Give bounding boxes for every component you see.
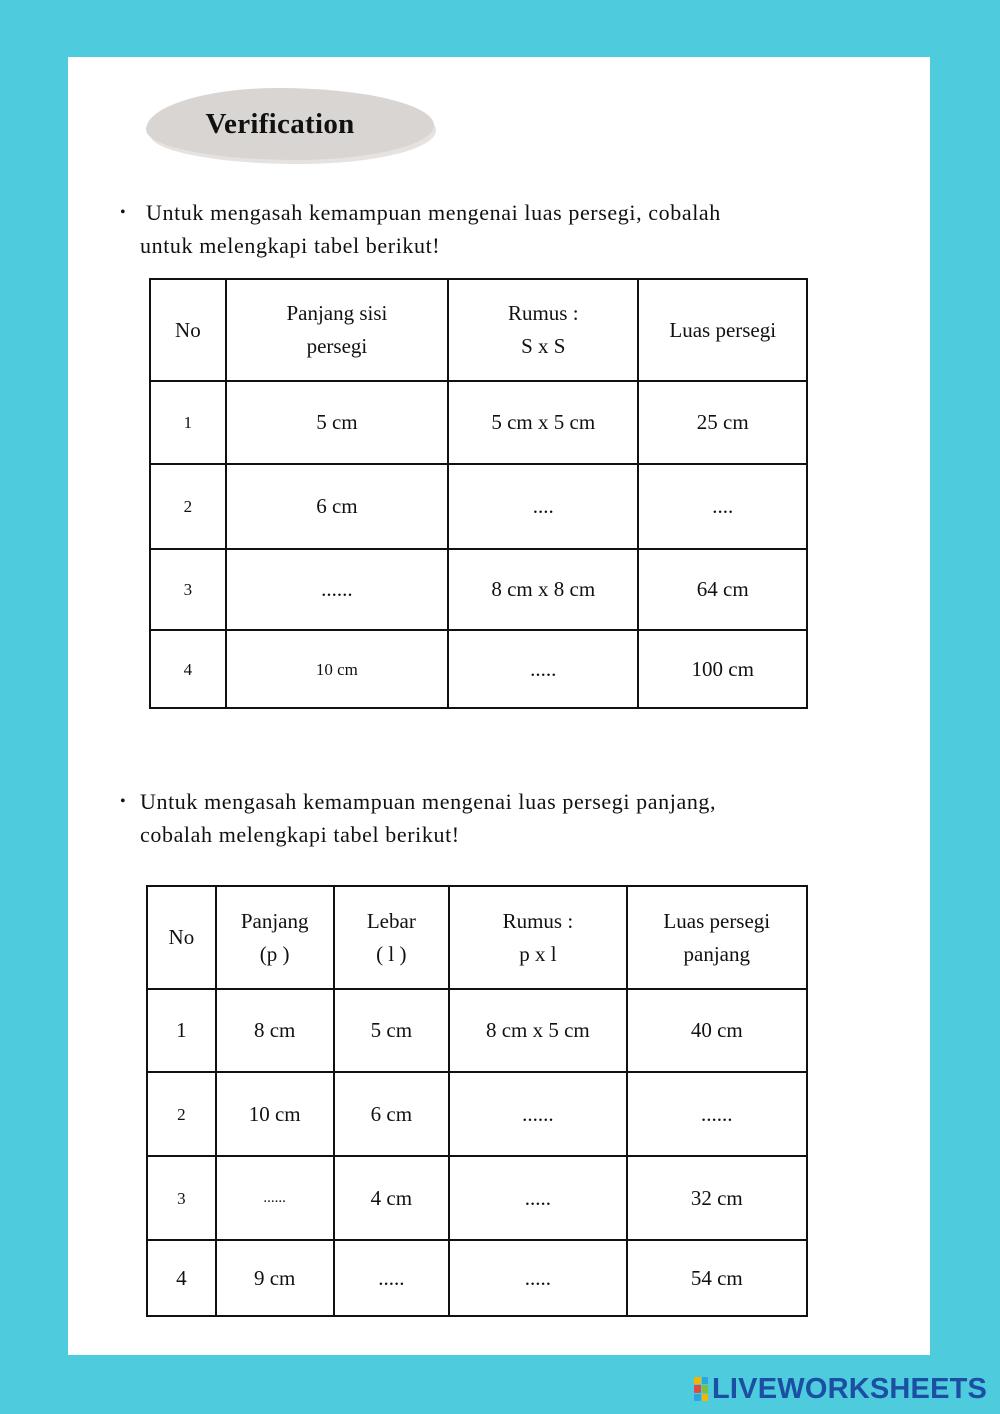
- side-cell: 5 cm: [226, 381, 448, 464]
- side-blank[interactable]: ......: [226, 549, 448, 630]
- header-width-line-2: ( l ): [376, 941, 407, 966]
- header-length-line-1: Panjang: [240, 908, 309, 933]
- instruction-2: [120, 785, 717, 818]
- header-area: Luas persegi: [638, 279, 807, 381]
- formula-blank[interactable]: ......: [449, 1072, 626, 1156]
- header-side-line-2: persegi: [306, 334, 368, 358]
- side-cell: 10 cm: [226, 630, 448, 708]
- instruction-1-line-1: Untuk mengasah kemampuan mengenai luas persegi, cobalah: [146, 200, 721, 225]
- length-cell: 8 cm: [216, 989, 334, 1072]
- area-cell: 32 cm: [627, 1156, 807, 1240]
- table-row: [147, 1072, 807, 1156]
- length-cell: 9 cm: [216, 1240, 334, 1316]
- header-formula: [448, 279, 638, 381]
- header-area-line-2: panjang: [683, 941, 751, 966]
- area-cell: 54 cm: [627, 1240, 807, 1316]
- instruction-1: [120, 196, 721, 229]
- row-no: 4: [147, 1240, 216, 1316]
- row-no: 1: [150, 381, 226, 464]
- header-formula-line-1: Rumus :: [502, 908, 574, 933]
- header-formula-line-2: p x l: [519, 941, 557, 966]
- width-cell: 5 cm: [334, 989, 450, 1072]
- formula-blank[interactable]: .....: [448, 630, 638, 708]
- instruction-2-line-1: Untuk mengasah kemampuan mengenai luas persegi panjang,: [140, 789, 717, 814]
- table-row: [150, 549, 807, 630]
- header-width: [334, 886, 450, 989]
- page-title: Verification: [205, 107, 355, 140]
- table-row: [147, 1240, 807, 1316]
- header-width-line-1: Lebar: [366, 908, 416, 933]
- row-no: 4: [150, 630, 226, 708]
- row-no: 1: [147, 989, 216, 1072]
- instruction-1-line-2: untuk melengkapi tabel berikut!: [140, 233, 441, 258]
- width-cell: 6 cm: [334, 1072, 450, 1156]
- area-cell: 25 cm: [638, 381, 807, 464]
- header-length-line-2: (p ): [259, 941, 290, 966]
- formula-cell: 8 cm x 8 cm: [448, 549, 638, 630]
- row-no: 3: [150, 549, 226, 630]
- area-cell: 40 cm: [627, 989, 807, 1072]
- length-cell: 10 cm: [216, 1072, 334, 1156]
- table-header-row: [150, 279, 807, 381]
- row-no: 2: [147, 1072, 216, 1156]
- formula-blank[interactable]: ....: [448, 464, 638, 549]
- area-blank[interactable]: ......: [627, 1072, 807, 1156]
- area-cell: 100 cm: [638, 630, 807, 708]
- width-blank[interactable]: .....: [334, 1240, 450, 1316]
- square-area-table: [149, 278, 808, 709]
- header-side-line-1: Panjang sisi: [286, 301, 388, 325]
- header-no: No: [150, 279, 226, 381]
- table-row: [147, 1156, 807, 1240]
- liveworksheets-logo: [694, 1374, 987, 1404]
- formula-blank[interactable]: .....: [449, 1240, 626, 1316]
- row-no: 3: [147, 1156, 216, 1240]
- area-blank[interactable]: ....: [638, 464, 807, 549]
- header-formula-line-2: S x S: [521, 334, 566, 358]
- formula-cell: 5 cm x 5 cm: [448, 381, 638, 464]
- header-formula-line-1: Rumus :: [507, 301, 579, 325]
- header-length: [216, 886, 334, 989]
- width-cell: 4 cm: [334, 1156, 450, 1240]
- table-row: [150, 381, 807, 464]
- brand-name: LIVEWORKSHEETS: [712, 1372, 988, 1405]
- header-no: No: [147, 886, 216, 989]
- side-cell: 6 cm: [226, 464, 448, 549]
- table-header-row: [147, 886, 807, 989]
- bullet-icon: •: [120, 793, 127, 810]
- header-area-line-1: Luas persegi: [663, 908, 771, 933]
- header-side: [226, 279, 448, 381]
- rectangle-area-table: [146, 885, 808, 1317]
- area-cell: 64 cm: [638, 549, 807, 630]
- formula-blank[interactable]: .....: [449, 1156, 626, 1240]
- formula-cell: 8 cm x 5 cm: [449, 989, 626, 1072]
- header-formula: [449, 886, 626, 989]
- bullet-icon: •: [120, 204, 127, 221]
- header-area: [627, 886, 807, 989]
- liveworksheets-icon: [694, 1377, 708, 1401]
- row-no: 2: [150, 464, 226, 549]
- length-blank[interactable]: ......: [216, 1156, 334, 1240]
- table-row: [150, 464, 807, 549]
- table-row: [150, 630, 807, 708]
- instruction-2-line-2: cobalah melengkapi tabel berikut!: [140, 822, 460, 847]
- table-row: [147, 989, 807, 1072]
